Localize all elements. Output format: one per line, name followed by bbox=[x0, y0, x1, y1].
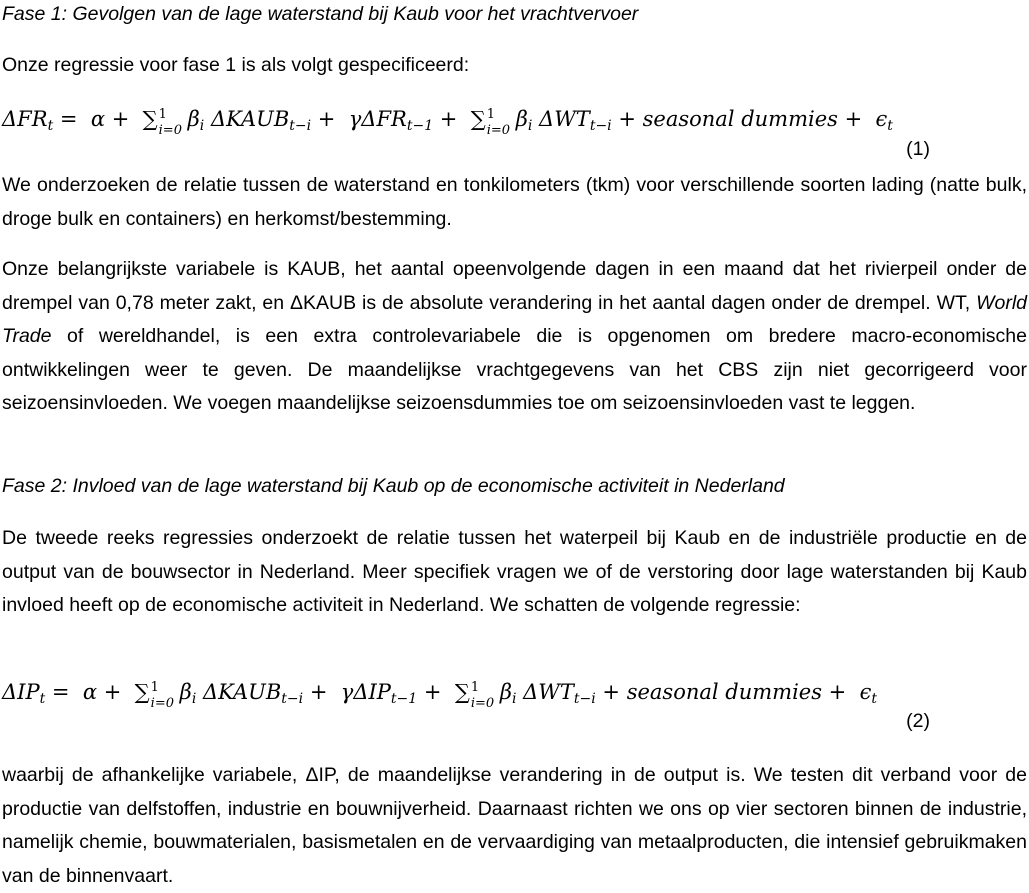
intro-text-1: Onze regressie voor fase 1 is als volgt gespecificeerd: bbox=[2, 54, 470, 76]
paragraph-1: We onderzoeken de relatie tussen de waterstand en tonkilometers (tkm) voor verschillende soorten lading (natte bulk, droge bulk en containers) en herkomst/bestemming. bbox=[2, 174, 1027, 230]
eq1-lhs: $\Delta FR_t$ bbox=[2, 107, 54, 134]
equation-number-1: (1) bbox=[906, 138, 930, 160]
equation-number-2: (2) bbox=[906, 710, 930, 732]
eq1-sum-kaub: ∑ 1 i=0 $\beta_i$ $\Delta KAUB_{t-i}$ bbox=[142, 107, 312, 138]
paragraph-3: De tweede reeks regressies onderzoekt de relatie tussen het waterpeil bij Kaub en de industriële productie en de output van de bouwsector in Nederland. Meer specifiek vragen we of de verstoring door lage waterstanden bij Kaub invloed heeft op de economische activiteit in Nederland. We schatten de volgende regressie: bbox=[2, 527, 1027, 616]
eq2-seasonal-dummies: seasonal dummies bbox=[626, 680, 822, 704]
equation-1: $\Delta FR_t = \alpha$ + ∑ 1 i=0 $\beta_i$ $\Delta KAUB_{t-i} + \gamma\Delta FR_{t-1}$ + ∑ 1 i=0 $\beta_i$ $\Delta WT_{t-i}$ + seasonal dummies + $\epsilon_t$ bbox=[2, 107, 893, 138]
paragraph-2: Onze belangrijkste variabele is KAUB, het aantal opeenvolgende dagen in een maand dat het rivierpeil onder de drempel van 0,78 meter zakt, en ΔKAUB is de absolute verandering in het aantal dagen onder de drempel. WT, World Trade of wereldhandel, is een extra controlevariabele die is opgenomen om bredere macro-economische ontwikkelingen weer te geven. De maandelijkse vrachtgegevens van het CBS zijn niet gecorrigeerd voor seizoensinvloeden. We voegen maandelijkse seizoensdummies toe om seizoensinvloeden vast te leggen. bbox=[2, 258, 1027, 414]
eq1-seasonal-dummies: seasonal dummies bbox=[642, 107, 838, 131]
eq2-sum-wt: ∑ 1 i=0 $\beta_i$ $\Delta WT_{t-i}$ bbox=[454, 680, 596, 711]
paragraph-4: waarbij de afhankelijke variabele, ΔIP, de maandelijkse verandering in de output is. We testen dit verband voor de productie van delfstoffen, industrie en bouwnijverheid. Daarnaast richten we ons op vier sectoren binnen de industrie, namelijk chemie, bouwmaterialen, basismetalen en de vervaardiging van metaalproducten, die intensief gebruikmaken van de binnenvaart. bbox=[2, 764, 1027, 887]
section-heading-fase-2: Fase 2: Invloed van de lage waterstand bij Kaub op de economische activiteit in Nederland bbox=[2, 475, 785, 497]
eq1-sum-wt: ∑ 1 i=0 $\beta_i$ $\Delta WT_{t-i}$ bbox=[470, 107, 612, 138]
equation-2: $\Delta IP_t = \alpha$ + ∑ 1 i=0 $\beta_i$ $\Delta KAUB_{t-i} + \gamma\Delta IP_{t-1}$ + ∑ 1 i=0 $\beta_i$ $\Delta WT_{t-i}$ + seasonal dummies + $\epsilon_t$ bbox=[2, 680, 878, 711]
eq2-lhs: $\Delta IP_t$ bbox=[2, 680, 46, 707]
world-trade-term: World Trade bbox=[2, 291, 1027, 347]
eq1-error-term: $\epsilon_t$ bbox=[875, 107, 893, 134]
eq1-gamma-term: γΔFR$_{t-1}$ bbox=[348, 107, 434, 134]
eq2-sum-kaub: ∑ 1 i=0 $\beta_i$ $\Delta KAUB_{t-i}$ bbox=[134, 680, 304, 711]
eq2-error-term: $\epsilon_t$ bbox=[859, 680, 878, 707]
section-heading-fase-1: Fase 1: Gevolgen van de lage waterstand bij Kaub voor het vrachtvervoer bbox=[2, 3, 639, 25]
eq2-gamma-term: γΔIP$_{t-1}$ bbox=[340, 680, 418, 707]
